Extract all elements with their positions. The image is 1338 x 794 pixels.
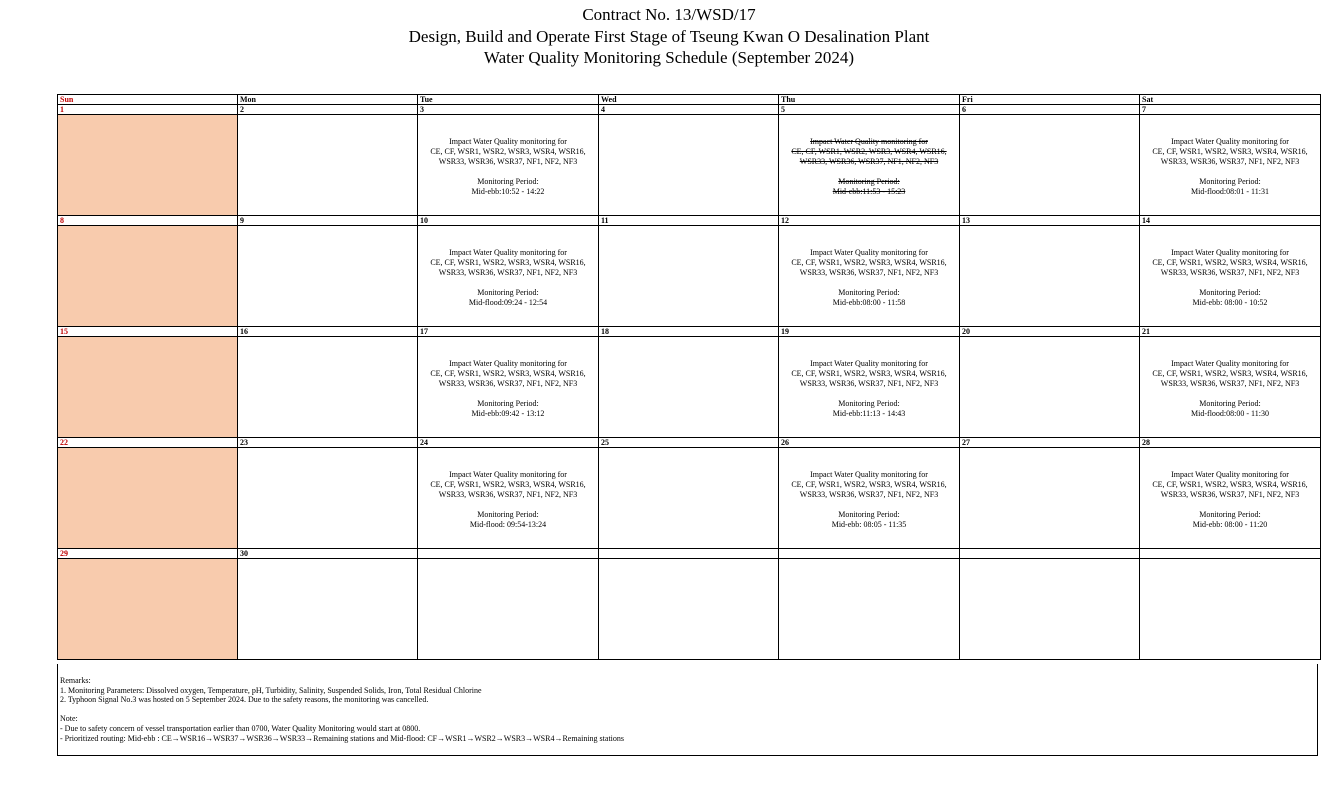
monitoring-title: Impact Water Quality monitoring for	[1171, 359, 1289, 368]
date-number: 6	[960, 105, 1140, 115]
monitoring-period: Mid-ebb: 08:05 - 11:35	[831, 520, 907, 529]
date-number	[779, 549, 960, 559]
monitoring-period: Mid-ebb:11:13 - 14:43	[832, 409, 906, 418]
period-label: Monitoring Period:	[838, 288, 900, 297]
stations-line-1: CE, CF, WSR1, WSR2, WSR3, WSR4, WSR16,	[1152, 369, 1308, 378]
weekday-sat: Sat	[1140, 95, 1321, 105]
day-cell-thu	[779, 559, 960, 660]
cancelled-monitoring-entry	[779, 115, 959, 197]
date-number: 24	[418, 438, 599, 448]
period-label: Monitoring Period:	[1199, 288, 1261, 297]
project-title: Design, Build and Operate First Stage of Tseung Kwan O Desalination Plant	[408, 26, 930, 46]
period-label: Monitoring Period:	[477, 288, 539, 297]
weekday-header-row	[58, 95, 1321, 105]
period-label: Monitoring Period:	[1199, 510, 1261, 519]
day-cell-sun	[58, 226, 238, 327]
monitoring-entry	[1140, 448, 1320, 530]
monitoring-entry	[1140, 115, 1320, 197]
day-cell-wed	[599, 337, 779, 438]
date-number: 15	[58, 327, 238, 337]
date-number: 29	[58, 549, 238, 559]
day-cell-thu	[779, 448, 960, 549]
monitoring-period: Mid-ebb: 08:00 - 10:52	[1192, 298, 1268, 307]
week-row	[58, 448, 1321, 549]
monitoring-title: Impact Water Quality monitoring for	[810, 359, 928, 368]
date-number-row	[58, 216, 1321, 226]
remarks-section	[57, 664, 1318, 756]
date-number: 12	[779, 216, 960, 226]
monitoring-period: Mid-ebb:10:52 - 14:22	[471, 187, 545, 196]
date-number-row	[58, 438, 1321, 448]
period-label: Monitoring Period:	[477, 177, 539, 186]
date-number: 4	[599, 105, 779, 115]
date-number: 7	[1140, 105, 1321, 115]
monitoring-title: Impact Water Quality monitoring for	[449, 359, 567, 368]
day-cell-fri	[960, 448, 1140, 549]
date-number: 28	[1140, 438, 1321, 448]
note-1: - Due to safety concern of vessel transportation earlier than 0700, Water Quality Monitoring would start at 0800.	[60, 723, 421, 733]
monitoring-period: Mid-ebb: 08:00 - 11:20	[1192, 520, 1268, 529]
monitoring-title: Impact Water Quality monitoring for	[810, 248, 928, 257]
day-cell-tue	[418, 559, 599, 660]
stations-line-2: WSR33, WSR36, WSR37, NF1, NF2, NF3	[438, 268, 578, 277]
note-2: - Prioritized routing: Mid-ebb : CE→WSR16→WSR37→WSR36→WSR33→Remaining stations and Mid-flood: CF→WSR1→WSR2→WSR3→WSR4→Remaining stations	[60, 733, 624, 743]
day-cell-sun	[58, 559, 238, 660]
monitoring-entry	[418, 337, 598, 419]
date-number: 9	[238, 216, 418, 226]
day-cell-wed	[599, 448, 779, 549]
stations-line-2: WSR33, WSR36, WSR37, NF1, NF2, NF3	[799, 157, 939, 166]
stations-line-1: CE, CF, WSR1, WSR2, WSR3, WSR4, WSR16,	[1152, 258, 1308, 267]
day-cell-mon	[238, 559, 418, 660]
schedule-title: Water Quality Monitoring Schedule (September 2024)	[483, 48, 855, 67]
day-cell-tue	[418, 337, 599, 438]
monitoring-title: Impact Water Quality monitoring for	[810, 137, 928, 146]
stations-line-2: WSR33, WSR36, WSR37, NF1, NF2, NF3	[1160, 379, 1300, 388]
monitoring-title: Impact Water Quality monitoring for	[1171, 137, 1289, 146]
remark-2: 2. Typhoon Signal No.3 was hosted on 5 September 2024. Due to the safety reasons, the monitoring was cancelled.	[60, 695, 429, 705]
date-number: 16	[238, 327, 418, 337]
remark-1: 1. Monitoring Parameters: Dissolved oxygen, Temperature, pH, Turbidity, Salinity, Suspended Solids, Iron, Total Residual Chlorine	[60, 685, 482, 695]
stations-line-1: CE, CF, WSR1, WSR2, WSR3, WSR4, WSR16,	[1152, 147, 1308, 156]
stations-line-1: CE, CF, WSR1, WSR2, WSR3, WSR4, WSR16,	[430, 258, 586, 267]
day-cell-sat	[1140, 559, 1321, 660]
monitoring-entry	[1140, 226, 1320, 308]
week-row	[58, 559, 1321, 660]
monitoring-entry	[779, 448, 959, 530]
monitoring-period: Mid-flood:09:24 - 12:54	[468, 298, 548, 307]
stations-line-1: CE, CF, WSR1, WSR2, WSR3, WSR4, WSR16,	[430, 369, 586, 378]
monitoring-entry	[779, 226, 959, 308]
period-label: Monitoring Period:	[838, 510, 900, 519]
stations-line-1: CE, CF, WSR1, WSR2, WSR3, WSR4, WSR16,	[791, 480, 947, 489]
stations-line-2: WSR33, WSR36, WSR37, NF1, NF2, NF3	[1160, 157, 1300, 166]
week-row	[58, 226, 1321, 327]
stations-line-2: WSR33, WSR36, WSR37, NF1, NF2, NF3	[1160, 268, 1300, 277]
weekday-tue: Tue	[418, 95, 599, 105]
monitoring-period: Mid-ebb:09:42 - 13:12	[471, 409, 545, 418]
date-number: 21	[1140, 327, 1321, 337]
stations-line-1: CE, CF, WSR1, WSR2, WSR3, WSR4, WSR16,	[430, 147, 586, 156]
date-number: 2	[238, 105, 418, 115]
period-label: Monitoring Period:	[477, 510, 539, 519]
date-number: 10	[418, 216, 599, 226]
date-number: 25	[599, 438, 779, 448]
day-cell-sun	[58, 115, 238, 216]
day-cell-fri	[960, 559, 1140, 660]
weekday-thu: Thu	[779, 95, 960, 105]
document-header	[0, 4, 1338, 69]
day-cell-sat	[1140, 115, 1321, 216]
contract-number: Contract No. 13/WSD/17	[582, 5, 756, 24]
day-cell-sun	[58, 448, 238, 549]
date-number: 5	[779, 105, 960, 115]
date-number	[960, 549, 1140, 559]
calendar-grid	[57, 94, 1321, 660]
date-number-row	[58, 105, 1321, 115]
stations-line-2: WSR33, WSR36, WSR37, NF1, NF2, NF3	[799, 490, 939, 499]
date-number: 3	[418, 105, 599, 115]
remarks-heading: Remarks:	[60, 676, 91, 685]
period-label: Monitoring Period:	[838, 399, 900, 408]
stations-line-2: WSR33, WSR36, WSR37, NF1, NF2, NF3	[438, 379, 578, 388]
monitoring-entry	[418, 448, 598, 530]
monitoring-period: Mid-flood: 09:54-13:24	[469, 520, 547, 529]
period-label: Monitoring Period:	[477, 399, 539, 408]
weekday-fri: Fri	[960, 95, 1140, 105]
date-number: 1	[58, 105, 238, 115]
monitoring-entry	[418, 115, 598, 197]
day-cell-wed	[599, 115, 779, 216]
day-cell-sat	[1140, 448, 1321, 549]
stations-line-2: WSR33, WSR36, WSR37, NF1, NF2, NF3	[799, 379, 939, 388]
day-cell-thu	[779, 115, 960, 216]
day-cell-tue	[418, 115, 599, 216]
day-cell-mon	[238, 115, 418, 216]
monitoring-entry	[1140, 337, 1320, 419]
day-cell-wed	[599, 226, 779, 327]
period-label: Monitoring Period:	[838, 177, 900, 186]
day-cell-sat	[1140, 226, 1321, 327]
date-number: 11	[599, 216, 779, 226]
monitoring-period: Mid-flood:08:00 - 11:30	[1191, 409, 1269, 418]
monitoring-entry	[779, 337, 959, 419]
date-number: 13	[960, 216, 1140, 226]
stations-line-2: WSR33, WSR36, WSR37, NF1, NF2, NF3	[438, 490, 578, 499]
day-cell-fri	[960, 226, 1140, 327]
stations-line-2: WSR33, WSR36, WSR37, NF1, NF2, NF3	[438, 157, 578, 166]
week-row	[58, 115, 1321, 216]
weekday-wed: Wed	[599, 95, 779, 105]
date-number: 14	[1140, 216, 1321, 226]
day-cell-sat	[1140, 337, 1321, 438]
day-cell-thu	[779, 226, 960, 327]
period-label: Monitoring Period:	[1199, 177, 1261, 186]
stations-line-2: WSR33, WSR36, WSR37, NF1, NF2, NF3	[799, 268, 939, 277]
day-cell-mon	[238, 226, 418, 327]
monitoring-period: Mid-flood:08:01 - 11:31	[1191, 187, 1269, 196]
weekday-sun: Sun	[58, 95, 238, 105]
monitoring-title: Impact Water Quality monitoring for	[449, 248, 567, 257]
date-number	[1140, 549, 1321, 559]
monitoring-period: Mid-ebb:11:53 - 15:23	[832, 187, 906, 196]
period-label: Monitoring Period:	[1199, 399, 1261, 408]
monitoring-title: Impact Water Quality monitoring for	[449, 137, 567, 146]
day-cell-sun	[58, 337, 238, 438]
date-number: 18	[599, 327, 779, 337]
day-cell-mon	[238, 448, 418, 549]
stations-line-1: CE, CF, WSR1, WSR2, WSR3, WSR4, WSR16,	[1152, 480, 1308, 489]
date-number: 17	[418, 327, 599, 337]
date-number-row	[58, 549, 1321, 559]
stations-line-2: WSR33, WSR36, WSR37, NF1, NF2, NF3	[1160, 490, 1300, 499]
weekday-mon: Mon	[238, 95, 418, 105]
week-row	[58, 337, 1321, 438]
date-number: 23	[238, 438, 418, 448]
stations-line-1: CE, CF, WSR1, WSR2, WSR3, WSR4, WSR16,	[430, 480, 586, 489]
date-number: 22	[58, 438, 238, 448]
monitoring-title: Impact Water Quality monitoring for	[1171, 470, 1289, 479]
monitoring-title: Impact Water Quality monitoring for	[810, 470, 928, 479]
stations-line-1: CE, CF, WSR1, WSR2, WSR3, WSR4, WSR16,	[791, 147, 947, 156]
day-cell-fri	[960, 337, 1140, 438]
date-number	[599, 549, 779, 559]
stations-line-1: CE, CF, WSR1, WSR2, WSR3, WSR4, WSR16,	[791, 369, 947, 378]
date-number: 27	[960, 438, 1140, 448]
date-number-row	[58, 327, 1321, 337]
date-number: 19	[779, 327, 960, 337]
note-heading: Note:	[60, 714, 78, 724]
day-cell-mon	[238, 337, 418, 438]
date-number: 30	[238, 549, 418, 559]
day-cell-thu	[779, 337, 960, 438]
date-number: 8	[58, 216, 238, 226]
monitoring-entry	[418, 226, 598, 308]
day-cell-tue	[418, 448, 599, 549]
date-number	[418, 549, 599, 559]
monitoring-title: Impact Water Quality monitoring for	[1171, 248, 1289, 257]
stations-line-1: CE, CF, WSR1, WSR2, WSR3, WSR4, WSR16,	[791, 258, 947, 267]
monitoring-title: Impact Water Quality monitoring for	[449, 470, 567, 479]
monitoring-period: Mid-ebb:08:00 - 11:58	[832, 298, 906, 307]
date-number: 20	[960, 327, 1140, 337]
day-cell-wed	[599, 559, 779, 660]
day-cell-tue	[418, 226, 599, 327]
date-number: 26	[779, 438, 960, 448]
day-cell-fri	[960, 115, 1140, 216]
